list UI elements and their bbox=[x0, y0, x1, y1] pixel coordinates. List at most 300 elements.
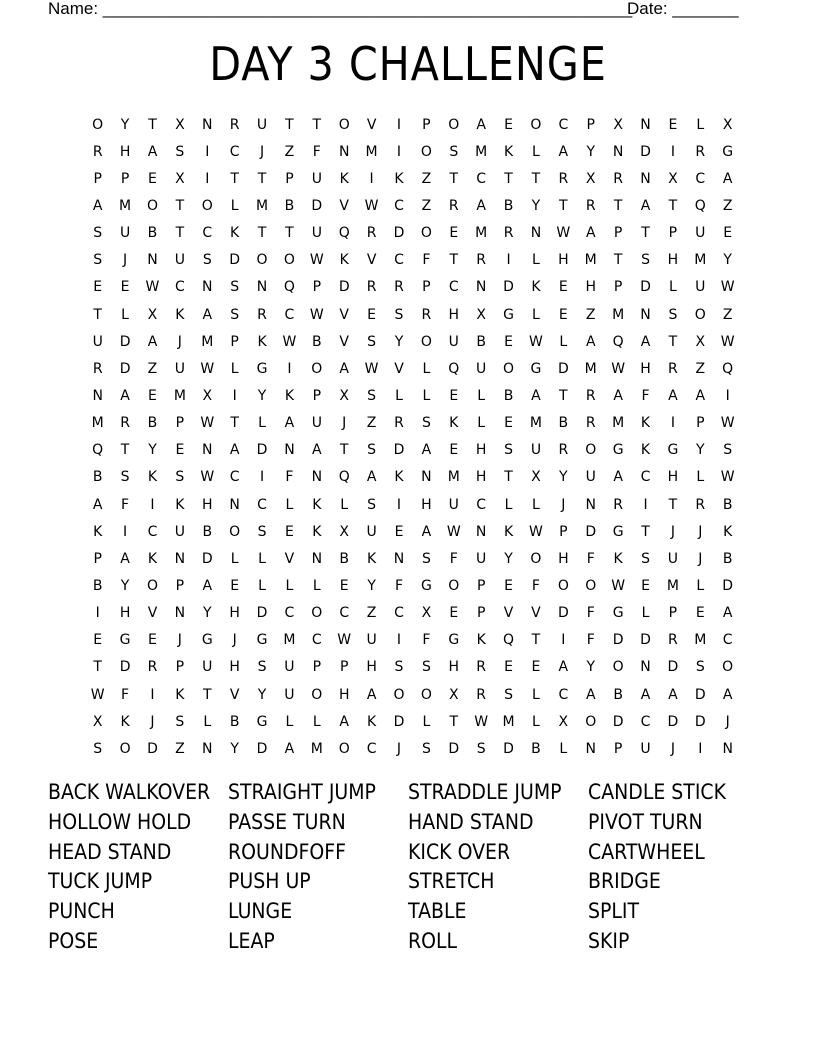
grid-letter: D bbox=[667, 713, 679, 730]
grid-letter: A bbox=[339, 360, 349, 377]
grid-letter: P bbox=[422, 116, 431, 133]
grid-letter: A bbox=[640, 333, 651, 350]
grid-letter: E bbox=[449, 225, 459, 242]
grid-letter: O bbox=[503, 360, 515, 377]
grid-letter: D bbox=[667, 659, 679, 676]
grid-letter: I bbox=[150, 686, 155, 703]
grid-letter: I bbox=[259, 469, 265, 486]
grid-letter: A bbox=[229, 442, 240, 459]
grid-letter: L bbox=[258, 577, 266, 594]
grid-letter: D bbox=[338, 279, 350, 296]
grid-letter: Y bbox=[367, 577, 376, 594]
grid-letter: E bbox=[668, 116, 678, 133]
grid-letter: O bbox=[585, 577, 597, 594]
grid-letter: R bbox=[366, 279, 377, 296]
grid-letter: S bbox=[257, 523, 267, 540]
grid-letter: S bbox=[421, 659, 431, 676]
grid-letter: B bbox=[284, 197, 295, 214]
grid-letter: O bbox=[585, 442, 597, 459]
grid-letter: T bbox=[120, 442, 130, 459]
grid-letter: R bbox=[92, 360, 103, 377]
grid-letter: H bbox=[448, 659, 460, 676]
word-list-item: TUCK JUMP bbox=[48, 869, 153, 894]
grid-letter: E bbox=[394, 523, 404, 540]
grid-letter: L bbox=[696, 469, 705, 486]
grid-letter: V bbox=[339, 333, 349, 350]
grid-letter: W bbox=[720, 415, 735, 432]
grid-letter: U bbox=[366, 523, 377, 540]
grid-letter: A bbox=[120, 550, 130, 567]
grid-letter: L bbox=[285, 713, 294, 730]
date-field-label: Date: _______ bbox=[627, 0, 739, 18]
grid-letter: A bbox=[366, 686, 377, 703]
grid-letter: O bbox=[722, 659, 734, 676]
grid-letter: Y bbox=[696, 442, 705, 459]
grid-letter: A bbox=[585, 225, 596, 242]
grid-letter: W bbox=[90, 686, 105, 703]
grid-letter: R bbox=[448, 197, 459, 214]
grid-letter: N bbox=[393, 550, 405, 567]
grid-letter: J bbox=[150, 713, 155, 730]
grid-letter: P bbox=[696, 415, 705, 432]
grid-letter: J bbox=[725, 713, 730, 730]
grid-letter: Q bbox=[503, 632, 515, 649]
grid-letter: C bbox=[311, 632, 322, 649]
grid-letter: Y bbox=[586, 659, 595, 676]
grid-letter: R bbox=[257, 306, 267, 323]
grid-letter: D bbox=[503, 279, 514, 296]
grid-letter: X bbox=[695, 333, 706, 350]
grid-letter: U bbox=[174, 360, 185, 377]
grid-letter: F bbox=[531, 577, 540, 594]
grid-letter: S bbox=[93, 740, 103, 757]
grid-letter: L bbox=[559, 333, 568, 350]
grid-letter: T bbox=[449, 170, 459, 187]
grid-letter: K bbox=[640, 442, 651, 459]
grid-letter: C bbox=[558, 116, 569, 133]
grid-letter: J bbox=[259, 143, 265, 160]
grid-row bbox=[84, 654, 744, 681]
grid-letter: D bbox=[585, 523, 597, 540]
grid-letter: K bbox=[175, 306, 185, 323]
grid-letter: L bbox=[532, 252, 540, 269]
grid-letter: K bbox=[175, 686, 185, 703]
grid-letter: W bbox=[556, 225, 571, 242]
grid-letter: R bbox=[476, 252, 487, 269]
grid-letter: F bbox=[641, 387, 650, 404]
grid-letter: I bbox=[396, 143, 402, 160]
grid-letter: S bbox=[641, 550, 650, 567]
grid-letter: P bbox=[120, 170, 130, 187]
grid-letter: P bbox=[476, 577, 486, 594]
grid-letter: K bbox=[503, 523, 514, 540]
grid-letter: L bbox=[285, 496, 294, 513]
grid-row bbox=[84, 274, 744, 301]
grid-letter: E bbox=[449, 387, 459, 404]
grid-letter: W bbox=[611, 360, 626, 377]
grid-letter: I bbox=[232, 387, 237, 404]
name-field-label: Name: ________________________________________________________ bbox=[48, 0, 633, 18]
grid-letter: M bbox=[612, 415, 625, 432]
grid-letter: H bbox=[201, 496, 213, 513]
grid-letter: N bbox=[585, 496, 596, 513]
grid-letter: L bbox=[532, 143, 540, 160]
grid-letter: C bbox=[174, 279, 185, 296]
grid-letter: T bbox=[230, 170, 239, 187]
grid-row bbox=[84, 735, 744, 762]
grid-letter: Y bbox=[257, 387, 267, 404]
grid-letter: A bbox=[366, 469, 377, 486]
grid-letter: P bbox=[613, 225, 623, 242]
grid-letter: O bbox=[420, 143, 432, 160]
grid-letter: X bbox=[175, 116, 185, 133]
grid-letter: T bbox=[257, 225, 267, 242]
grid-letter: T bbox=[613, 197, 623, 214]
grid-letter: X bbox=[531, 469, 541, 486]
grid-letter: K bbox=[257, 333, 267, 350]
grid-row bbox=[84, 410, 744, 437]
grid-letter: V bbox=[147, 605, 158, 622]
grid-letter: Y bbox=[723, 252, 732, 269]
grid-letter: I bbox=[670, 415, 675, 432]
grid-letter: U bbox=[202, 659, 213, 676]
grid-letter: H bbox=[475, 469, 487, 486]
grid-letter: J bbox=[342, 415, 347, 432]
grid-letter: D bbox=[119, 333, 131, 350]
grid-letter: S bbox=[367, 496, 377, 513]
grid-letter: B bbox=[722, 496, 733, 513]
grid-letter: B bbox=[202, 523, 213, 540]
grid-letter: L bbox=[312, 713, 321, 730]
grid-letter: K bbox=[339, 170, 349, 187]
grid-letter: M bbox=[584, 360, 597, 377]
grid-row bbox=[84, 355, 744, 382]
grid-letter: J bbox=[561, 496, 566, 513]
word-list-item: POSE bbox=[48, 928, 99, 953]
grid-letter: R bbox=[668, 360, 678, 377]
grid-letter: P bbox=[285, 170, 294, 187]
grid-letter: T bbox=[504, 170, 513, 187]
grid-letter: W bbox=[200, 415, 215, 432]
grid-letter: C bbox=[366, 740, 377, 757]
grid-letter: I bbox=[287, 360, 292, 377]
grid-letter: C bbox=[394, 252, 404, 269]
grid-letter: Y bbox=[559, 469, 568, 486]
grid-letter: N bbox=[421, 469, 432, 486]
grid-letter: W bbox=[720, 333, 735, 350]
grid-letter: C bbox=[147, 523, 158, 540]
grid-letter: L bbox=[230, 197, 239, 214]
grid-letter: S bbox=[695, 659, 705, 676]
grid-letter: E bbox=[285, 523, 294, 540]
grid-letter: W bbox=[720, 469, 735, 486]
grid-letter: W bbox=[446, 523, 461, 540]
grid-letter: U bbox=[476, 550, 487, 567]
grid-letter: G bbox=[612, 605, 624, 622]
grid-letter: D bbox=[557, 360, 569, 377]
grid-letter: C bbox=[476, 496, 487, 513]
grid-letter: T bbox=[641, 225, 650, 242]
grid-letter: O bbox=[92, 116, 104, 133]
grid-letter: C bbox=[257, 496, 267, 513]
grid-letter: O bbox=[694, 306, 706, 323]
grid-letter: A bbox=[147, 143, 158, 160]
grid-letter: W bbox=[474, 713, 489, 730]
grid-letter: N bbox=[311, 469, 323, 486]
grid-letter: I bbox=[670, 143, 675, 160]
grid-letter: K bbox=[230, 225, 240, 242]
grid-letter: I bbox=[396, 116, 402, 133]
grid-letter: J bbox=[670, 523, 675, 540]
grid-letter: V bbox=[531, 605, 541, 622]
grid-letter: H bbox=[421, 496, 432, 513]
grid-letter: K bbox=[312, 496, 322, 513]
grid-letter: Z bbox=[366, 605, 377, 622]
grid-letter: N bbox=[92, 387, 103, 404]
grid-letter: O bbox=[338, 116, 350, 133]
grid-letter: R bbox=[558, 442, 569, 459]
grid-letter: K bbox=[367, 713, 377, 730]
grid-letter: X bbox=[339, 387, 349, 404]
grid-letter: K bbox=[147, 469, 158, 486]
grid-letter: H bbox=[558, 550, 569, 567]
grid-letter: T bbox=[641, 523, 650, 540]
grid-letter: Z bbox=[695, 360, 706, 377]
grid-letter: R bbox=[120, 415, 130, 432]
grid-letter: P bbox=[175, 577, 185, 594]
grid-letter: L bbox=[285, 577, 294, 594]
grid-letter: L bbox=[422, 713, 431, 730]
page-title: DAY 3 CHALLENGE bbox=[209, 37, 607, 91]
grid-letter: I bbox=[396, 496, 402, 513]
grid-letter: S bbox=[668, 306, 678, 323]
grid-letter: U bbox=[695, 279, 706, 296]
grid-letter: Y bbox=[230, 740, 239, 757]
grid-letter: F bbox=[121, 686, 130, 703]
grid-letter: N bbox=[640, 659, 651, 676]
grid-letter: O bbox=[530, 116, 542, 133]
grid-letter: E bbox=[558, 279, 568, 296]
grid-letter: E bbox=[504, 116, 513, 133]
grid-letter: U bbox=[119, 225, 131, 242]
grid-letter: Q bbox=[338, 225, 350, 242]
grid-letter: X bbox=[476, 306, 486, 323]
grid-letter: P bbox=[559, 523, 568, 540]
word-list-item: BRIDGE bbox=[588, 869, 661, 894]
grid-letter: E bbox=[531, 659, 541, 676]
grid-letter: F bbox=[394, 577, 404, 594]
grid-letter: S bbox=[93, 225, 103, 242]
grid-row bbox=[84, 138, 744, 165]
grid-letter: B bbox=[503, 197, 514, 214]
grid-letter: N bbox=[147, 252, 158, 269]
grid-letter: G bbox=[201, 632, 213, 649]
grid-row bbox=[84, 382, 744, 409]
grid-letter: A bbox=[640, 686, 651, 703]
word-list-item: ROUNDFOFF bbox=[228, 839, 347, 864]
grid-letter: W bbox=[611, 577, 626, 594]
grid-letter: X bbox=[202, 387, 213, 404]
grid-letter: L bbox=[532, 713, 540, 730]
grid-letter: O bbox=[256, 252, 268, 269]
grid-letter: Z bbox=[722, 197, 733, 214]
grid-letter: E bbox=[120, 279, 130, 296]
grid-letter: W bbox=[337, 632, 352, 649]
grid-letter: Y bbox=[504, 550, 513, 567]
grid-letter: F bbox=[586, 550, 595, 567]
grid-letter: B bbox=[92, 577, 103, 594]
grid-row bbox=[84, 165, 744, 192]
grid-letter: A bbox=[722, 605, 733, 622]
grid-letter: G bbox=[119, 632, 131, 649]
grid-letter: C bbox=[229, 469, 240, 486]
grid-letter: Q bbox=[92, 442, 104, 459]
grid-letter: V bbox=[284, 550, 295, 567]
grid-letter: Z bbox=[366, 415, 377, 432]
grid-letter: K bbox=[394, 469, 404, 486]
word-list-item: STRAIGHT JUMP bbox=[228, 780, 376, 804]
grid-letter: F bbox=[285, 469, 294, 486]
grid-letter: U bbox=[695, 225, 706, 242]
grid-letter: Y bbox=[120, 116, 130, 133]
grid-letter: I bbox=[123, 523, 128, 540]
grid-letter: T bbox=[93, 659, 102, 676]
grid-letter: J bbox=[698, 550, 703, 567]
grid-letter: L bbox=[696, 577, 705, 594]
grid-letter: U bbox=[311, 225, 322, 242]
grid-letter: P bbox=[339, 659, 349, 676]
grid-letter: N bbox=[311, 550, 323, 567]
grid-letter: I bbox=[95, 605, 100, 622]
grid-letter: K bbox=[723, 523, 733, 540]
grid-letter: U bbox=[174, 252, 185, 269]
grid-letter: K bbox=[394, 170, 404, 187]
grid-letter: T bbox=[93, 306, 102, 323]
grid-letter: D bbox=[119, 659, 131, 676]
grid-letter: E bbox=[148, 170, 157, 187]
grid-letter: A bbox=[722, 686, 733, 703]
grid-letter: Y bbox=[120, 577, 130, 594]
grid-letter: T bbox=[559, 387, 568, 404]
grid-letter: D bbox=[612, 713, 624, 730]
grid-letter: L bbox=[121, 306, 129, 323]
grid-letter: S bbox=[257, 659, 267, 676]
grid-letter: V bbox=[394, 360, 404, 377]
grid-letter: T bbox=[668, 197, 678, 214]
grid-letter: U bbox=[585, 469, 596, 486]
grid-letter: B bbox=[229, 713, 240, 730]
grid-letter: D bbox=[201, 550, 213, 567]
word-list-item: PASSE TURN bbox=[228, 809, 346, 834]
grid-letter: P bbox=[613, 279, 623, 296]
grid-letter: S bbox=[394, 659, 404, 676]
grid-letter: N bbox=[585, 740, 596, 757]
grid-letter: H bbox=[338, 686, 350, 703]
grid-letter: R bbox=[585, 387, 596, 404]
grid-letter: C bbox=[394, 197, 404, 214]
grid-letter: T bbox=[668, 496, 678, 513]
grid-letter: L bbox=[668, 279, 677, 296]
grid-letter: T bbox=[285, 116, 294, 133]
grid-letter: M bbox=[694, 252, 707, 269]
word-list-item: HOLLOW HOLD bbox=[48, 809, 192, 834]
grid-letter: D bbox=[640, 279, 651, 296]
grid-letter: N bbox=[202, 442, 213, 459]
grid-letter: R bbox=[585, 197, 596, 214]
grid-letter: E bbox=[504, 415, 513, 432]
grid-letter: J bbox=[177, 333, 182, 350]
grid-letter: O bbox=[585, 713, 597, 730]
grid-letter: C bbox=[476, 170, 487, 187]
grid-letter: L bbox=[641, 605, 650, 622]
grid-letter: O bbox=[530, 550, 542, 567]
grid-letter: A bbox=[585, 333, 596, 350]
grid-letter: J bbox=[232, 632, 237, 649]
grid-letter: A bbox=[120, 387, 130, 404]
grid-letter: T bbox=[285, 225, 294, 242]
grid-letter: M bbox=[201, 333, 214, 350]
grid-letter: R bbox=[613, 496, 623, 513]
grid-letter: F bbox=[449, 550, 458, 567]
grid-letter: A bbox=[722, 170, 733, 187]
grid-letter: E bbox=[93, 279, 103, 296]
grid-letter: Y bbox=[394, 333, 404, 350]
grid-letter: M bbox=[283, 632, 296, 649]
grid-letter: E bbox=[558, 306, 568, 323]
grid-letter: S bbox=[421, 415, 431, 432]
grid-letter: T bbox=[339, 442, 349, 459]
grid-letter: S bbox=[120, 469, 130, 486]
grid-letter: L bbox=[532, 496, 540, 513]
grid-letter: V bbox=[339, 197, 349, 214]
grid-letter: R bbox=[476, 659, 487, 676]
word-list-item: SKIP bbox=[588, 928, 630, 953]
grid-letter: Y bbox=[202, 605, 212, 622]
grid-letter: C bbox=[339, 605, 350, 622]
grid-letter: U bbox=[640, 740, 651, 757]
grid-letter: C bbox=[284, 605, 295, 622]
grid-letter: A bbox=[558, 659, 569, 676]
grid-letter: H bbox=[119, 605, 131, 622]
grid-letter: Z bbox=[421, 197, 432, 214]
grid-letter: R bbox=[394, 415, 404, 432]
grid-letter: L bbox=[477, 387, 486, 404]
grid-letter: N bbox=[284, 442, 295, 459]
grid-letter: O bbox=[311, 360, 323, 377]
grid-letter: X bbox=[421, 605, 432, 622]
grid-letter: C bbox=[640, 469, 651, 486]
grid-letter: U bbox=[256, 116, 268, 133]
grid-letter: E bbox=[339, 577, 349, 594]
grid-letter: O bbox=[393, 686, 405, 703]
grid-letter: U bbox=[667, 550, 679, 567]
grid-letter: A bbox=[613, 469, 623, 486]
grid-letter: W bbox=[720, 279, 735, 296]
grid-letter: D bbox=[147, 740, 158, 757]
grid-letter: R bbox=[585, 415, 596, 432]
grid-letter: Y bbox=[148, 442, 157, 459]
grid-letter: M bbox=[666, 577, 679, 594]
grid-row bbox=[84, 572, 744, 599]
grid-letter: J bbox=[396, 740, 402, 757]
grid-letter: J bbox=[670, 740, 675, 757]
grid-letter: P bbox=[312, 387, 322, 404]
grid-letter: S bbox=[202, 252, 212, 269]
grid-letter: T bbox=[148, 116, 157, 133]
grid-letter: E bbox=[175, 442, 185, 459]
grid-letter: M bbox=[447, 469, 460, 486]
grid-letter: L bbox=[559, 740, 568, 757]
